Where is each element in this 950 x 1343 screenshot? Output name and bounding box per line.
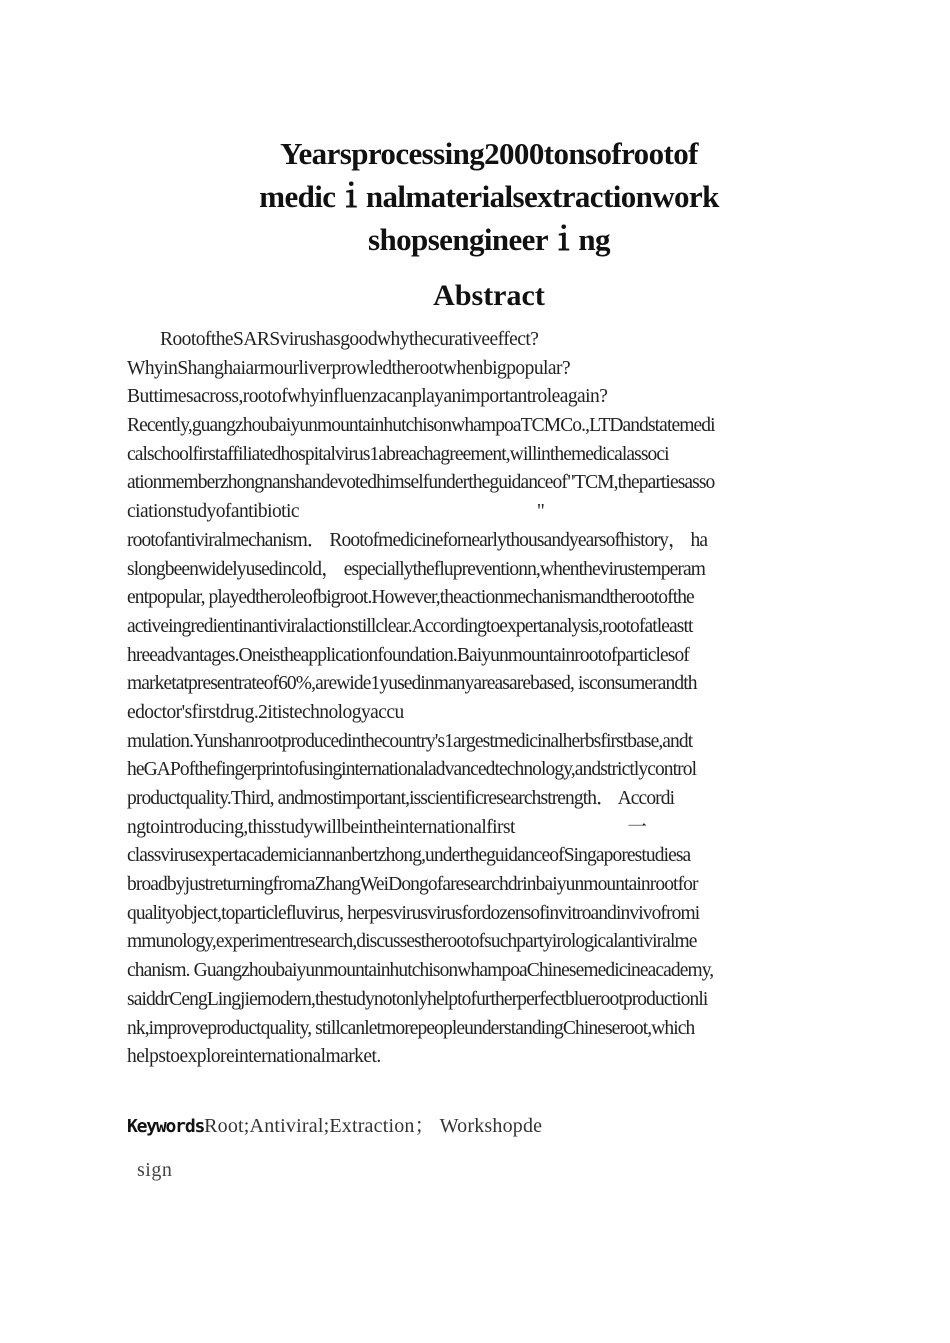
abstract-line: Buttimesacross,rootofwhyinfluenzacanplayanimportantroleagain? <box>127 386 608 408</box>
abstract-line: hreeadvantages.Oneistheapplicationfoundation.Baiyunmountainrootofparticlesof <box>127 644 689 666</box>
keywords-values: Root;Antiviral;Extraction； Workshopde <box>204 1115 543 1137</box>
abstract-heading: Abstract <box>433 279 545 312</box>
abstract-line: slongbeenwidelyusedincold， especiallytheflupreventionn,whenthevirustemperam <box>127 558 705 580</box>
abstract-line: ciationstudyofantibiotic " <box>127 501 545 523</box>
keywords-line <box>127 1112 542 1141</box>
abstract-line: heGAPofthefingerprintofusinginternationaladvancedtechnology,andstrictlycontrol <box>127 759 697 781</box>
title-line: shopsengineerｉng <box>368 222 610 257</box>
title-line: medicｉnalmaterialsextractionwork <box>259 179 719 214</box>
abstract-line: edoctor'sfirstdrug.2itistechnologyaccu <box>127 701 404 723</box>
abstract-line: calschoolfirstaffiliatedhospitalvirus1abreachagreement,willinthemedicalassoci <box>127 443 669 465</box>
abstract-line: qualityobject,toparticlefluvirus, herpesvirusvirusfordozensofinvitroandinvivofromi <box>127 902 700 924</box>
abstract-line: WhyinShanghaiarmourliverprowledtherootwhenbigpopular? <box>127 357 571 379</box>
abstract-body <box>127 326 849 1072</box>
abstract-line: mulation.Yunshanrootproducedinthecountry's1argestmedicinalherbsfirstbase,andt <box>127 730 693 752</box>
title-line: Yearsprocessing2000tonsofrootof <box>280 136 698 171</box>
abstract-line: entpopular, playedtheroleofbigroot.However,theactionmechanismandtherootofthe <box>127 587 694 609</box>
abstract-line: helpstoexploreinternationalmarket. <box>127 1046 381 1068</box>
abstract-line: productquality.Third, andmostimportant,isscientificresearchstrength． Accordi <box>127 788 675 809</box>
abstract-line: chanism. GuangzhoubaiyunmountainhutchisonwhampoaChinesemedicineacademy, <box>127 960 714 982</box>
keywords-continuation: sign <box>137 1159 173 1181</box>
abstract-line: activeingredientinantiviralactionstillclear.Accordingtoexpertanalysis,rootofatleastt <box>127 615 693 637</box>
abstract-line: ngtointroducing,thisstudywillbeintheinternationalfirst 一 <box>127 816 647 838</box>
abstract-line: broadbyjustreturningfromaZhangWeiDongofaresearchdrinbaiyunmountainrootfor <box>127 874 698 896</box>
abstract-line: classvirusexpertacademiciannanbertzhong,undertheguidanceofSingaporestudiesa <box>127 845 691 867</box>
abstract-line: marketatpresentrateof60%,arewide1yusedinmanyareasarebased, isconsumerandth <box>127 673 697 695</box>
document-title <box>150 132 828 261</box>
abstract-line: mmunology,experimentresearch,discussestherootofsuchpartyirologicalantiviralme <box>127 931 697 953</box>
abstract-line: rootofantiviralmechanism． Rootofmedicinefornearlythousandyearsofhistory， ha <box>127 529 708 551</box>
abstract-line: saiddrCengLingjiemodern,thestudynotonlyhelptofurtherperfectbluerootproductionli <box>127 988 708 1010</box>
keywords-label: Keywords <box>127 1116 205 1137</box>
abstract-line: Recently,guangzhoubaiyunmountainhutchisonwhampoaTCMCo.,LTDandstatemedi <box>127 415 715 437</box>
abstract-line: RootoftheSARSvirushasgoodwhythecurativeeffect? <box>160 329 539 350</box>
abstract-line: nk,improveproductquality, stillcanletmorepeopleunderstandingChineseroot,which <box>127 1017 695 1039</box>
abstract-line: ationmemberzhongnanshandevotedhimselfundertheguidanceof"TCM,thepartiesasso <box>127 472 715 494</box>
